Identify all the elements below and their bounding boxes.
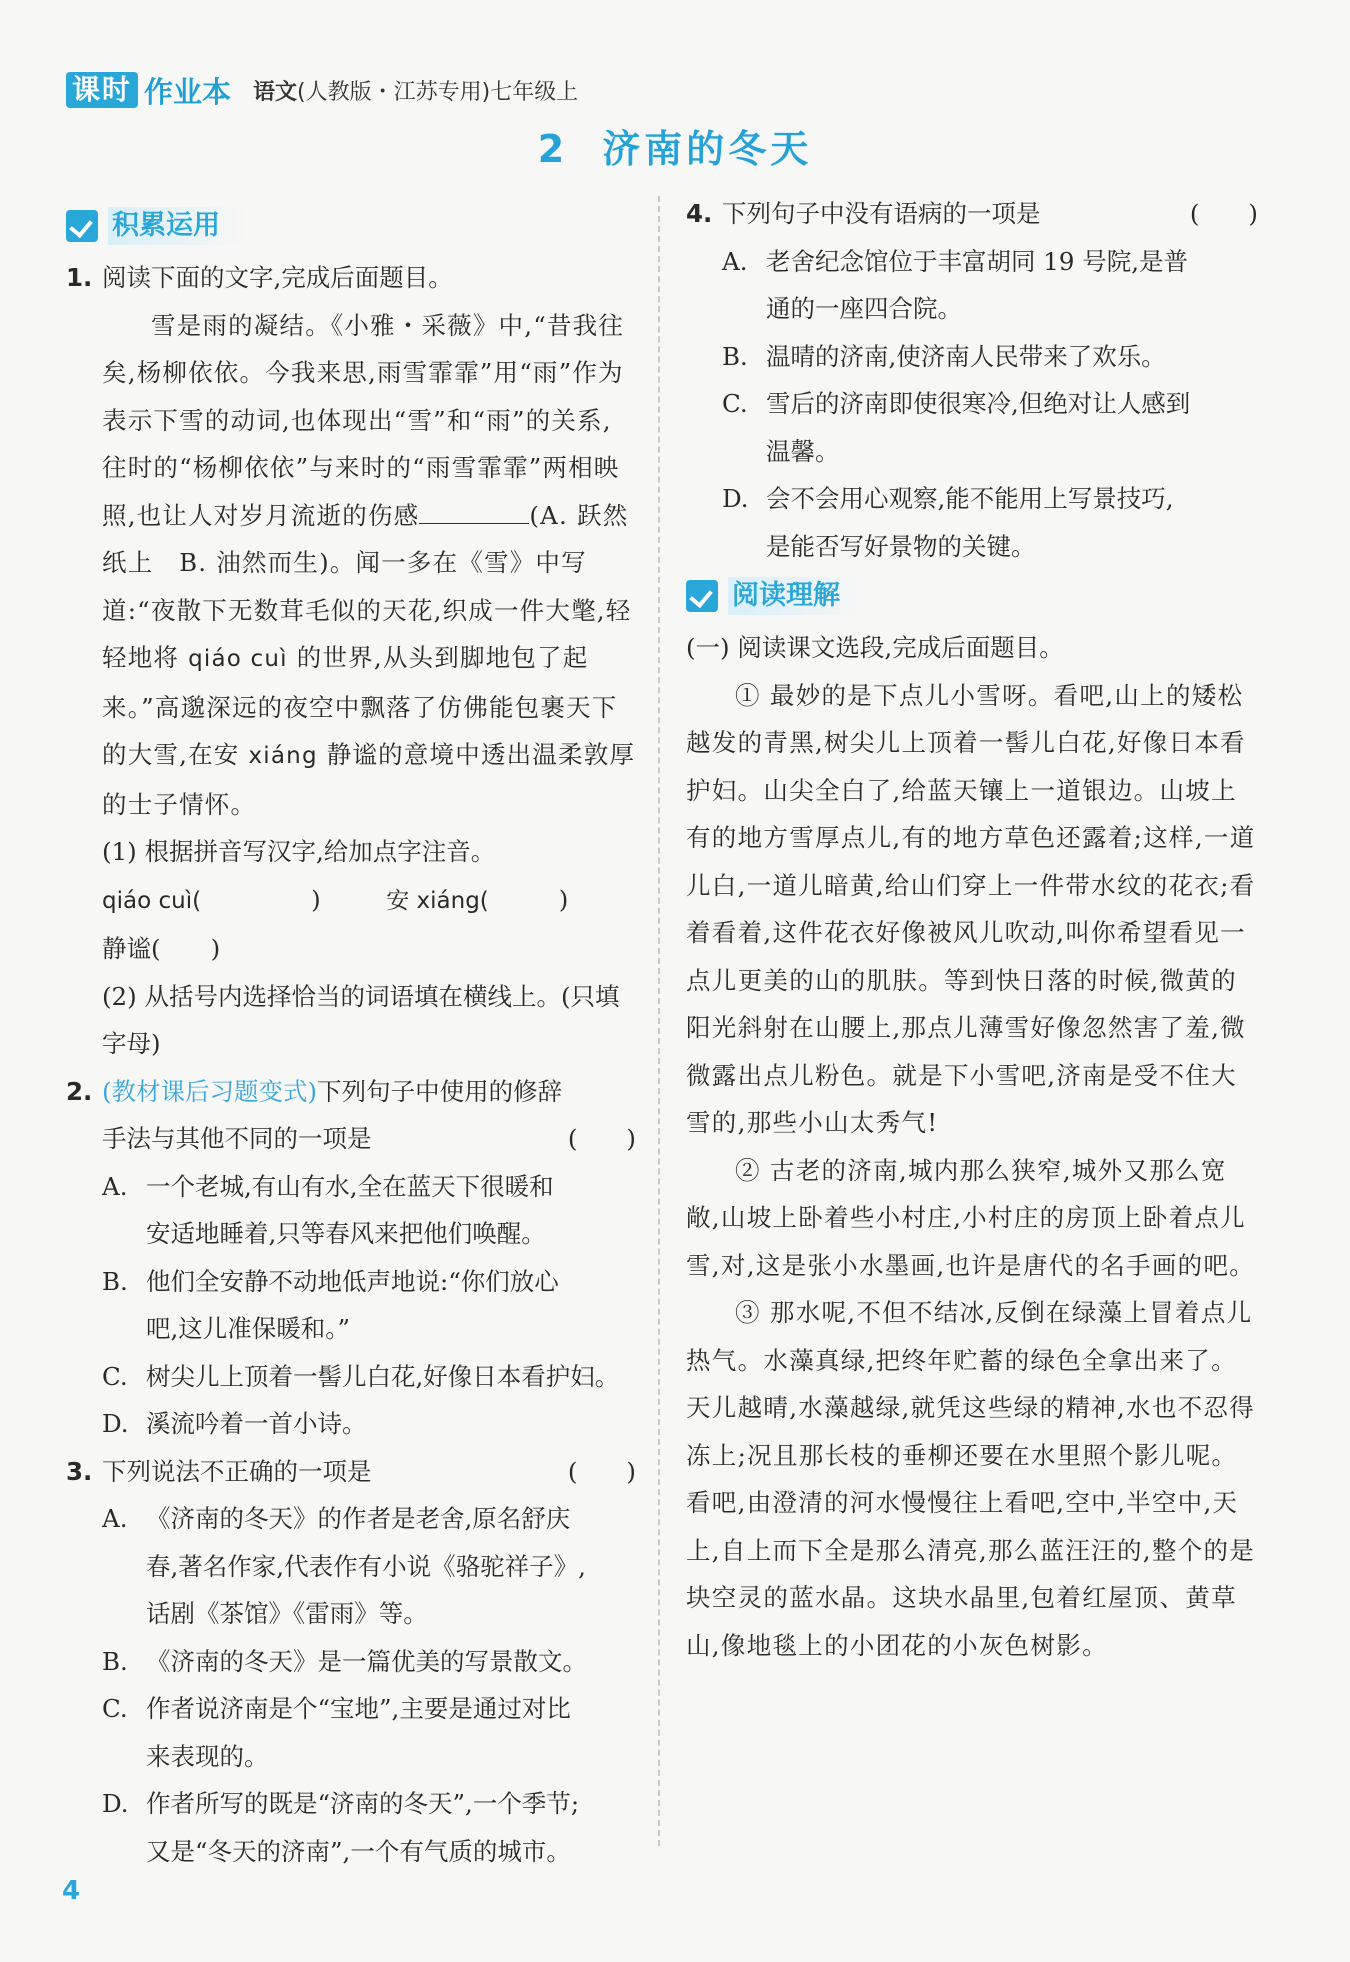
answer-bracket[interactable]: ( ) (1189, 199, 1258, 228)
option-text: 温晴的济南,使济南人民带来了欢乐。 (766, 341, 1166, 371)
fill-line-1 (66, 876, 636, 926)
option-text: 一个老城,有山有水,全在蓝天下很暖和 (146, 1171, 554, 1201)
question-stem: 下列句子中没有语病的一项是 (722, 199, 1041, 228)
option-letter: A. (102, 1171, 128, 1201)
option-a[interactable] (66, 1495, 636, 1638)
option-letter: B. (722, 341, 748, 371)
left-column (66, 200, 636, 1875)
reading-passage-1 (66, 302, 636, 829)
option-text: 温馨。 (766, 436, 840, 466)
passage-part: 雪是雨的凝结。《小雅・采薇》中,“昔我往矣,杨柳依依。今我来思,雨雪霏霏”用“雨”作为表示下雪的动词,也体现出“雪”和“雨”的关系,往时的“杨柳依依”与来时的“雨雪霏霏”两相映照,也让人对岁月流逝的伤感 (102, 310, 625, 530)
passage-part: (A. 跃然纸上 B. 油然而生)。闻一多在《雪》中写道:“夜散下无数茸毛似的天花,织成一件大氅,轻轻地将 (102, 500, 632, 672)
lesson-title (0, 118, 1350, 173)
checkmark-icon (66, 210, 98, 242)
fill-close: ) (558, 884, 569, 914)
option-letter: B. (102, 1646, 128, 1676)
fill-prompt: 静谧( (102, 934, 161, 963)
question-number: 4. (686, 199, 713, 228)
lesson-name: 济南的冬天 (602, 127, 813, 171)
option-letter: D. (102, 1409, 129, 1438)
option-text: 老舍纪念馆位于丰富胡同 19 号院,是普 (766, 246, 1189, 276)
option-letter: D. (102, 1789, 129, 1818)
section-header-practice (66, 204, 636, 248)
reading-paragraph-3: ③ 那水呢,不但不结冰,反倒在绿藻上冒着点儿热气。水藻真绿,把终年贮蓄的绿色全拿出来了。天儿越晴,水藻越绿,就凭这些绿的精神,水也不忍得冻上;况且那长枝的垂柳还要在水里照个影儿呢。看吧,由澄清的河水慢慢往上看吧,空中,半空中,天上,自上而下全是那么清亮,那么蓝汪汪的,整个的是块空灵的蓝水晶。这块水晶里,包着红屋顶、黄草山,像地毯上的小团花的小灰色树影。 (686, 1298, 1256, 1660)
option-text: 安适地睡着,只等春风来把他们唤醒。 (146, 1219, 546, 1248)
option-text: 又是“冬天的济南”,一个有气质的城市。 (146, 1836, 571, 1866)
pencil-icon (686, 580, 718, 612)
option-text: 他们全安静不动地低声地说:“你们放心 (146, 1266, 559, 1296)
question-number: 1. (66, 263, 93, 292)
lesson-number: 2 (537, 127, 569, 171)
edition-info: (人教版・江苏专用)七年级上 (297, 79, 579, 105)
option-letter: C. (102, 1694, 128, 1723)
answer-bracket[interactable]: ( ) (567, 1124, 636, 1153)
option-b[interactable] (686, 333, 1258, 381)
option-letter: D. (722, 484, 749, 513)
option-d[interactable] (686, 475, 1258, 570)
fill-prompt: 安 xiáng( (386, 887, 489, 914)
option-text: 《济南的冬天》的作者是老舍,原名舒庆 (146, 1504, 571, 1533)
right-column (686, 190, 1258, 1669)
option-text: 通的一座四合院。 (766, 294, 962, 323)
section-title: 积累运用 (108, 207, 246, 245)
question-number: 2. (66, 1076, 93, 1106)
brand-name: 作业本 (144, 74, 232, 109)
page-number: 4 (62, 1876, 81, 1906)
option-text: 春,著名作家,代表作有小说《骆驼祥子》, (146, 1551, 586, 1581)
section-header-reading (686, 574, 1258, 618)
column-divider (658, 196, 660, 1846)
question-stem: 下列说法不正确的一项是 (102, 1456, 372, 1486)
option-text: 是能否写好景物的关键。 (766, 531, 1036, 561)
option-d[interactable] (66, 1400, 636, 1448)
question-stem-cont: 手法与其他不同的一项是 (102, 1124, 372, 1153)
option-text: 作者所写的既是“济南的冬天”,一个季节; (146, 1789, 580, 1818)
option-text: 树尖儿上顶着一髻儿白花,好像日本看护妇。 (146, 1361, 620, 1391)
question-2 (66, 1068, 636, 1163)
option-c[interactable] (686, 380, 1258, 475)
option-letter: A. (102, 1504, 128, 1533)
reading-paragraph-1: ① 最妙的是下点儿小雪呀。看吧,山上的矮松越发的青黑,树尖儿上顶着一髻儿白花,好像日本看护妇。山尖全白了,给蓝天镶上一道银边。山坡上有的地方雪厚点儿,有的地方草色还露着;这样,一道儿白,一道儿暗黄,给山们穿上一件带水纹的花衣;看着看着,这件花衣好像被风儿吹动,叫你希望看见一点儿更美的山的肌肤。等到快日落的时候,微黄的阳光斜射在山腰上,那点儿薄雪好像忽然害了羞,微微露出点儿粉色。就是下小雪吧,济南是受不住大雪的,那些小山太秀气! (686, 680, 1256, 1137)
option-text: 吧,这儿准保暖和。” (146, 1314, 351, 1343)
passage-part: 静谧的意境中透出温柔敦厚的士子情怀。 (102, 740, 636, 819)
reading-paragraph-2: ② 古老的济南,城内那么狭窄,城外又那么宽敞,山坡上卧着些小村庄,小村庄的房顶上卧着点儿雪,对,这是张小水墨画,也许是唐代的名手画的吧。 (686, 1155, 1256, 1280)
reading-intro: (一) 阅读课文选段,完成后面题目。 (686, 633, 1064, 662)
sub-question-2: (2) 从括号内选择恰当的词语填在横线上。(只填字母) (102, 981, 620, 1058)
question-1 (66, 254, 636, 302)
option-text: 话剧《茶馆》《雷雨》等。 (146, 1599, 428, 1628)
question-stem: 阅读下面的文字,完成后面题目。 (102, 263, 453, 292)
answer-blank[interactable] (419, 497, 529, 524)
option-text: 作者说济南是个“宝地”,主要是通过对比 (146, 1694, 571, 1723)
option-text: 来表现的。 (146, 1741, 269, 1771)
option-a[interactable] (686, 238, 1258, 333)
question-4 (686, 190, 1258, 238)
brand-logo: 课时 (66, 72, 138, 108)
subject-name: 语文 (253, 79, 298, 105)
option-text: 雪后的济南即使很寒冷,但绝对让人感到 (766, 389, 1191, 418)
sub-question-1: (1) 根据拼音写汉字,给加点字注音。 (102, 837, 496, 866)
source-tag: (教材课后习题变式) (102, 1076, 318, 1106)
pinyin-text: xiáng (248, 743, 318, 769)
question-3 (66, 1448, 636, 1496)
section-title: 阅读理解 (728, 577, 866, 615)
question-number: 3. (66, 1456, 93, 1486)
pinyin-text: qiáo cuì (188, 646, 288, 672)
option-text: 《济南的冬天》是一篇优美的写景散文。 (146, 1646, 587, 1676)
page-header (66, 70, 578, 110)
option-text: 溪流吟着一首小诗。 (146, 1409, 367, 1438)
option-letter: C. (102, 1361, 128, 1391)
fill-close: ) (311, 884, 321, 914)
option-d[interactable] (66, 1780, 636, 1875)
option-letter: A. (722, 246, 748, 276)
fill-line-2 (66, 925, 636, 973)
option-text: 会不会用心观察,能不能用上写景技巧, (766, 484, 1174, 513)
question-stem: 下列句子中使用的修辞 (317, 1076, 563, 1106)
subject-line (253, 75, 578, 106)
option-b[interactable] (66, 1258, 636, 1353)
fill-prompt: qiáo cuì( (102, 887, 202, 914)
passage-part: 的世界,从头到脚地包了起来。”高邈深远的夜空中飘落了仿佛能包裹天下的大雪,在安 (102, 643, 618, 769)
answer-bracket[interactable]: ( ) (567, 1456, 636, 1486)
option-c[interactable] (66, 1353, 636, 1401)
option-b[interactable] (66, 1638, 636, 1686)
option-letter: B. (102, 1266, 128, 1296)
option-c[interactable] (66, 1685, 636, 1780)
fill-close: ) (210, 934, 221, 963)
option-letter: C. (722, 389, 748, 418)
option-a[interactable] (66, 1163, 636, 1258)
